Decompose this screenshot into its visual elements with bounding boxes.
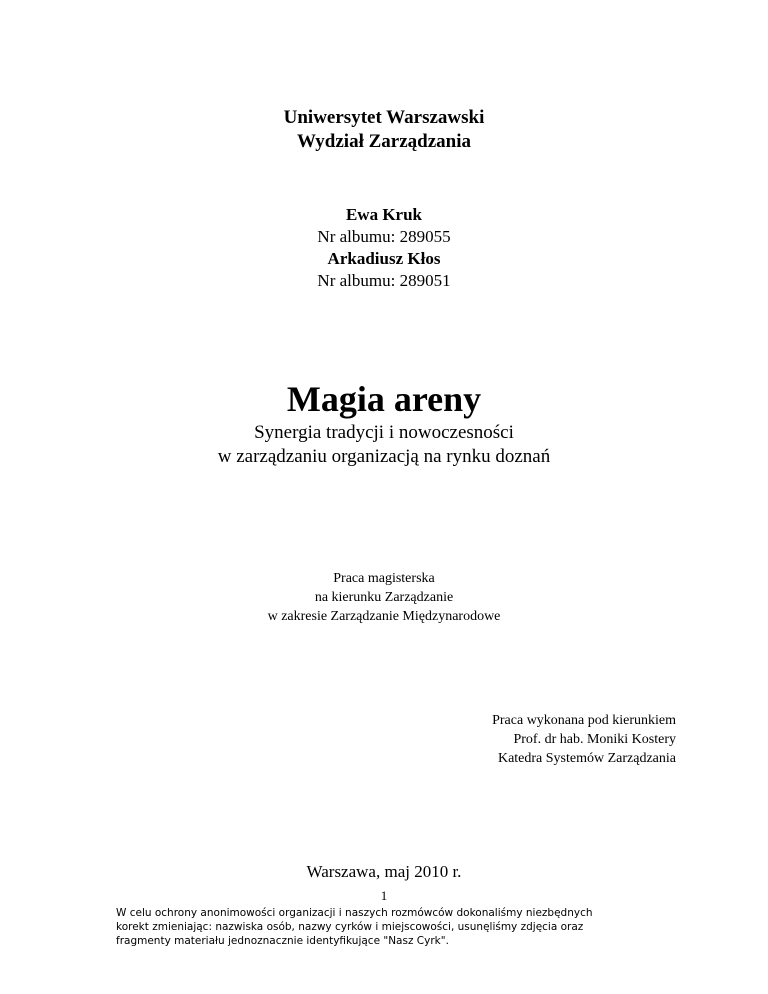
place-date: Warszawa, maj 2010 r. <box>306 862 462 881</box>
thesis-subtitle-line: w zarządzaniu organizacją na rynku doznań <box>217 446 551 467</box>
thesis-subtitle-line: Synergia tradycji i nowoczesności <box>254 422 514 443</box>
title-block <box>0 377 768 469</box>
page-number: 1 <box>380 888 388 903</box>
footnote-line: fragmenty materiału jednoznacznie identyfikujące "Nasz Cyrk". <box>116 935 449 947</box>
thesis-type: Praca magisterska <box>333 571 435 586</box>
author-album-number: Nr albumu: 289055 <box>317 227 451 246</box>
supervisor-department: Katedra Systemów Zarządzania <box>497 751 676 766</box>
thesis-field: na kierunku Zarządzanie <box>314 590 454 605</box>
author-album-number: Nr albumu: 289051 <box>317 271 451 290</box>
authors-block <box>0 204 768 292</box>
university-header <box>0 106 768 154</box>
supervisor-info <box>492 711 676 768</box>
thesis-title: Magia areny <box>286 379 482 419</box>
university-name: Uniwersytet Warszawski <box>283 107 485 128</box>
thesis-info <box>0 569 768 626</box>
author-name: Ewa Kruk <box>345 205 423 224</box>
footnote <box>116 906 716 948</box>
author-name: Arkadiusz Kłos <box>327 249 441 268</box>
faculty-name: Wydział Zarządzania <box>297 131 471 152</box>
supervisor-name: Prof. dr hab. Moniki Kostery <box>513 732 676 747</box>
thesis-specialization: w zakresie Zarządzanie Międzynarodowe <box>267 609 501 624</box>
supervisor-intro: Praca wykonana pod kierunkiem <box>492 713 676 728</box>
footnote-line: korekt zmieniając: nazwiska osób, nazwy cyrków i miejscowości, usunęliśmy zdjęcia oraz <box>116 921 584 933</box>
footnote-line: W celu ochrony anonimowości organizacji i naszych rozmówców dokonaliśmy niezbędnych <box>116 907 593 919</box>
